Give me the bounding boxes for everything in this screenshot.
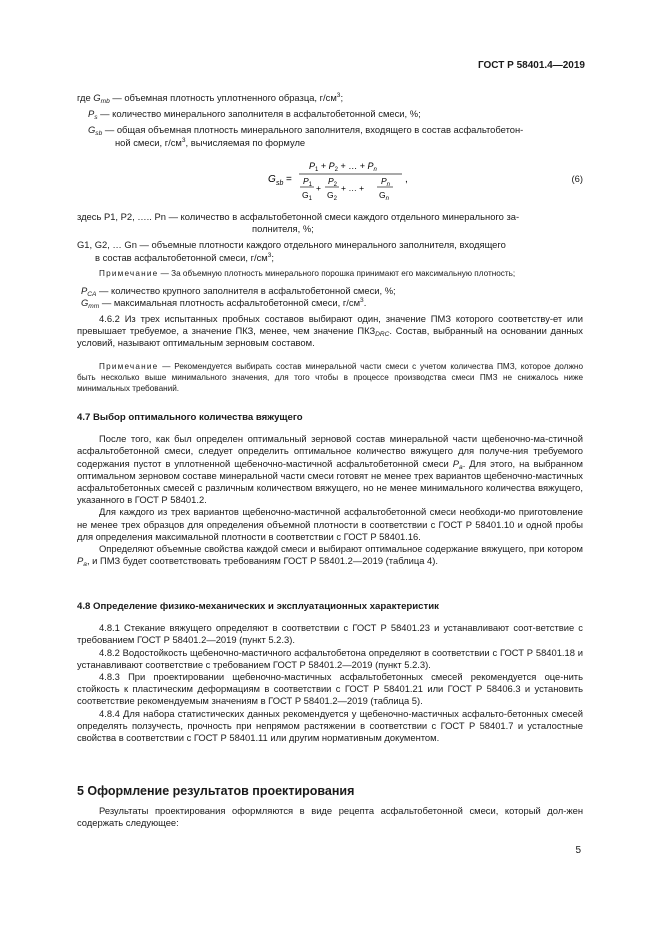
formula-den-gn: $G_n$ (379, 190, 389, 202)
definitions-block-1 (77, 92, 583, 149)
formula-comma: , (405, 174, 408, 185)
section-5-p1: Результаты проектирования оформляются в виде рецепта асфальтобетонной смеси, который дол-жен содержать следующее: (77, 805, 583, 829)
definition-gsb-cont: ной смеси, $г/см^3$, вычисляемая по формуле (115, 136, 306, 148)
definition-p-list-cont: полнителя, %; (252, 223, 314, 235)
formula-den-g1: $G_1$ (302, 190, 312, 202)
definition-gmm: $G_{mm}$ — максимальная плотность асфальтобетонной смеси, $г/см^3$. (81, 297, 367, 311)
formula-lhs: G (268, 174, 276, 185)
formula-den-g2: $G_2$ (327, 190, 337, 202)
definition-ps: $P_s$ — количество минерального заполнителя в асфальтобетонной смеси, %; (88, 108, 421, 122)
paragraph-4-6-2: 4.6.2 Из трех испытанных пробных составов выбирают один, значение ПМЗ которого соответству-ет или превышает требуемое, а значение ПКЗ, менее, чем значение $ПКЗ_{DRC}$. Состав, выбранный на основании данных условий, называют оптимальным зерновым составом. (77, 313, 583, 349)
formula-svg (77, 157, 583, 209)
paragraph-4-8-3: 4.8.3 При проектировании щебеночно-мастичных асфальтобетонных смесей рекомендуется оце-нить стойкость к пластическим деформациям в соответствии с ГОСТ Р 58401.21 или ГОСТ Р 58406.3 и установить соответствие рекомендуемым значениям в ГОСТ Р 58401.2—2019 (таблица 5). (77, 671, 583, 707)
formula-plus-1: + (316, 183, 321, 193)
paragraph-4-8-2: 4.8.2 Водостойкость щебеночно-мастичного асфальтобетона определяют в соответствии с ГОСТ Р 58401.18 и устанавливают соответствие с требованием ГОСТ Р 58401.2—2019 (пункт 5.2.3). (77, 646, 583, 670)
definitions-block-3 (77, 285, 583, 309)
formula-dots: + … + (341, 183, 365, 193)
formula-eq: = (286, 174, 292, 185)
note-label: Примечание (99, 362, 159, 371)
formula-6 (77, 157, 583, 209)
paragraph-4-8-1: 4.8.1 Стекание вяжущего определяют в соответствии с ГОСТ Р 58401.23 и устанавливают соот-ветствие с требованием ГОСТ Р 58401.2—2019 (пункт 5.2.3). (77, 622, 583, 646)
formula-numerator: $P_1 + P_2$ + … + $P_n$ (309, 161, 377, 173)
section-4-8 (77, 601, 583, 744)
paragraph-4-8-4: 4.8.4 Для набора статистических данных рекомендуется у щебеночно-мастичных асфальто-бетонных смесей определять ползучесть, прочность при непрямом растяжении в соответствии с ГОСТ Р 58401.7 и усталостные свойства в соответствии с ГОСТ Р 58401.11 или другим нормативным документом. (77, 707, 583, 744)
section-4-7-p2: Для каждого из трех вариантов щебеночно-мастичной асфальтобетонной смеси необходи-мо приготовление не менее трех образцов для определения объемной плотности в соответствии с ГОСТ Р 58401.10 и одной пробы для определения максимальной плотности в соответствии с ГОСТ Р 58401.16. (77, 506, 583, 542)
section-5 (77, 785, 583, 830)
formula-den-pn: $P_n$ (381, 176, 391, 188)
page-number: 5 (575, 845, 581, 856)
note-label: Примечание (99, 269, 159, 278)
definition-g-list-cont: в состав асфальтобетонной смеси, $г/см^3$; (95, 251, 275, 263)
formula-number: (6) (571, 173, 583, 184)
section-4-7-title: 4.7 Выбор оптимального количества вяжущего (77, 412, 303, 423)
note-1: Примечание — За объемную плотность минерального порошка принимают его максимальную плотность; (99, 269, 516, 278)
definition-p-list: здесь P1, P2, ….. Pn — количество в асфальтобетонной смеси каждого отдельного минерального за- (77, 211, 520, 222)
section-4-7-p1: После того, как был определен оптимальный зерновой состав минеральной части щебеночно-ма-стичной асфальтобетонной смеси, следует определить оптимальное количество вяжущего для получе-ния требуемого содержания пустот в уплотненной щебеночно-мастичной асфальтобетонной смеси $P_a$. Для этого, на выбранном оптимальном зерновом составе минеральной части смеси готовят не менее трех вариантов щебеночно-мастичных асфальтобетонных смесей с различным количеством вяжущего, но не менее минимального количества вяжущего, указанного в ГОСТ Р 58401.2. (77, 433, 583, 506)
section-4-7-p3: Определяют объемные свойства каждой смеси и выбирают оптимальное содержание вяжущего, при котором $P_a$, и ПМЗ будет соответствовать требованиям ГОСТ Р 58401.2—2019 (таблица 4). (77, 543, 583, 569)
definition-pca: $P_{CA}$ — количество крупного заполнителя в асфальтобетонной смеси, %; (81, 285, 396, 298)
section-4-7 (77, 412, 583, 567)
formula-lhs-sub: sb (276, 180, 284, 187)
note-2: Примечание — Рекомендуется выбирать состав минеральной части смеси с учетом количества ПМЗ, которое должно быть несколько выше минимального значения, для того чтобы в процессе производства смеси ПМЗ не снижалось ниже минимальных требований. (77, 362, 583, 393)
definition-g-list: G1, G2, … Gn — объемные плотности каждого отдельного минерального заполнителя, входящего (77, 239, 506, 251)
definition-gmb: где $G_{mb}$ — объемная плотность уплотненного образца, $г/см^3$; (77, 92, 344, 105)
document-header: ГОСТ Р 58401.4—2019 (477, 60, 585, 71)
formula-den-p1: $P_1$ (303, 176, 313, 188)
definition-gsb: $G_{sb}$ — общая объемная плотность минерального заполнителя, входящего в состав асфальтобетон- (88, 124, 524, 138)
formula-den-p2: $P_2$ (328, 176, 338, 188)
definitions-block-2 (77, 211, 583, 264)
section-4-8-title: 4.8 Определение физико-механических и эксплуатационных характеристик (77, 601, 439, 612)
section-5-title: 5 Оформление результатов проектирования (77, 784, 355, 798)
